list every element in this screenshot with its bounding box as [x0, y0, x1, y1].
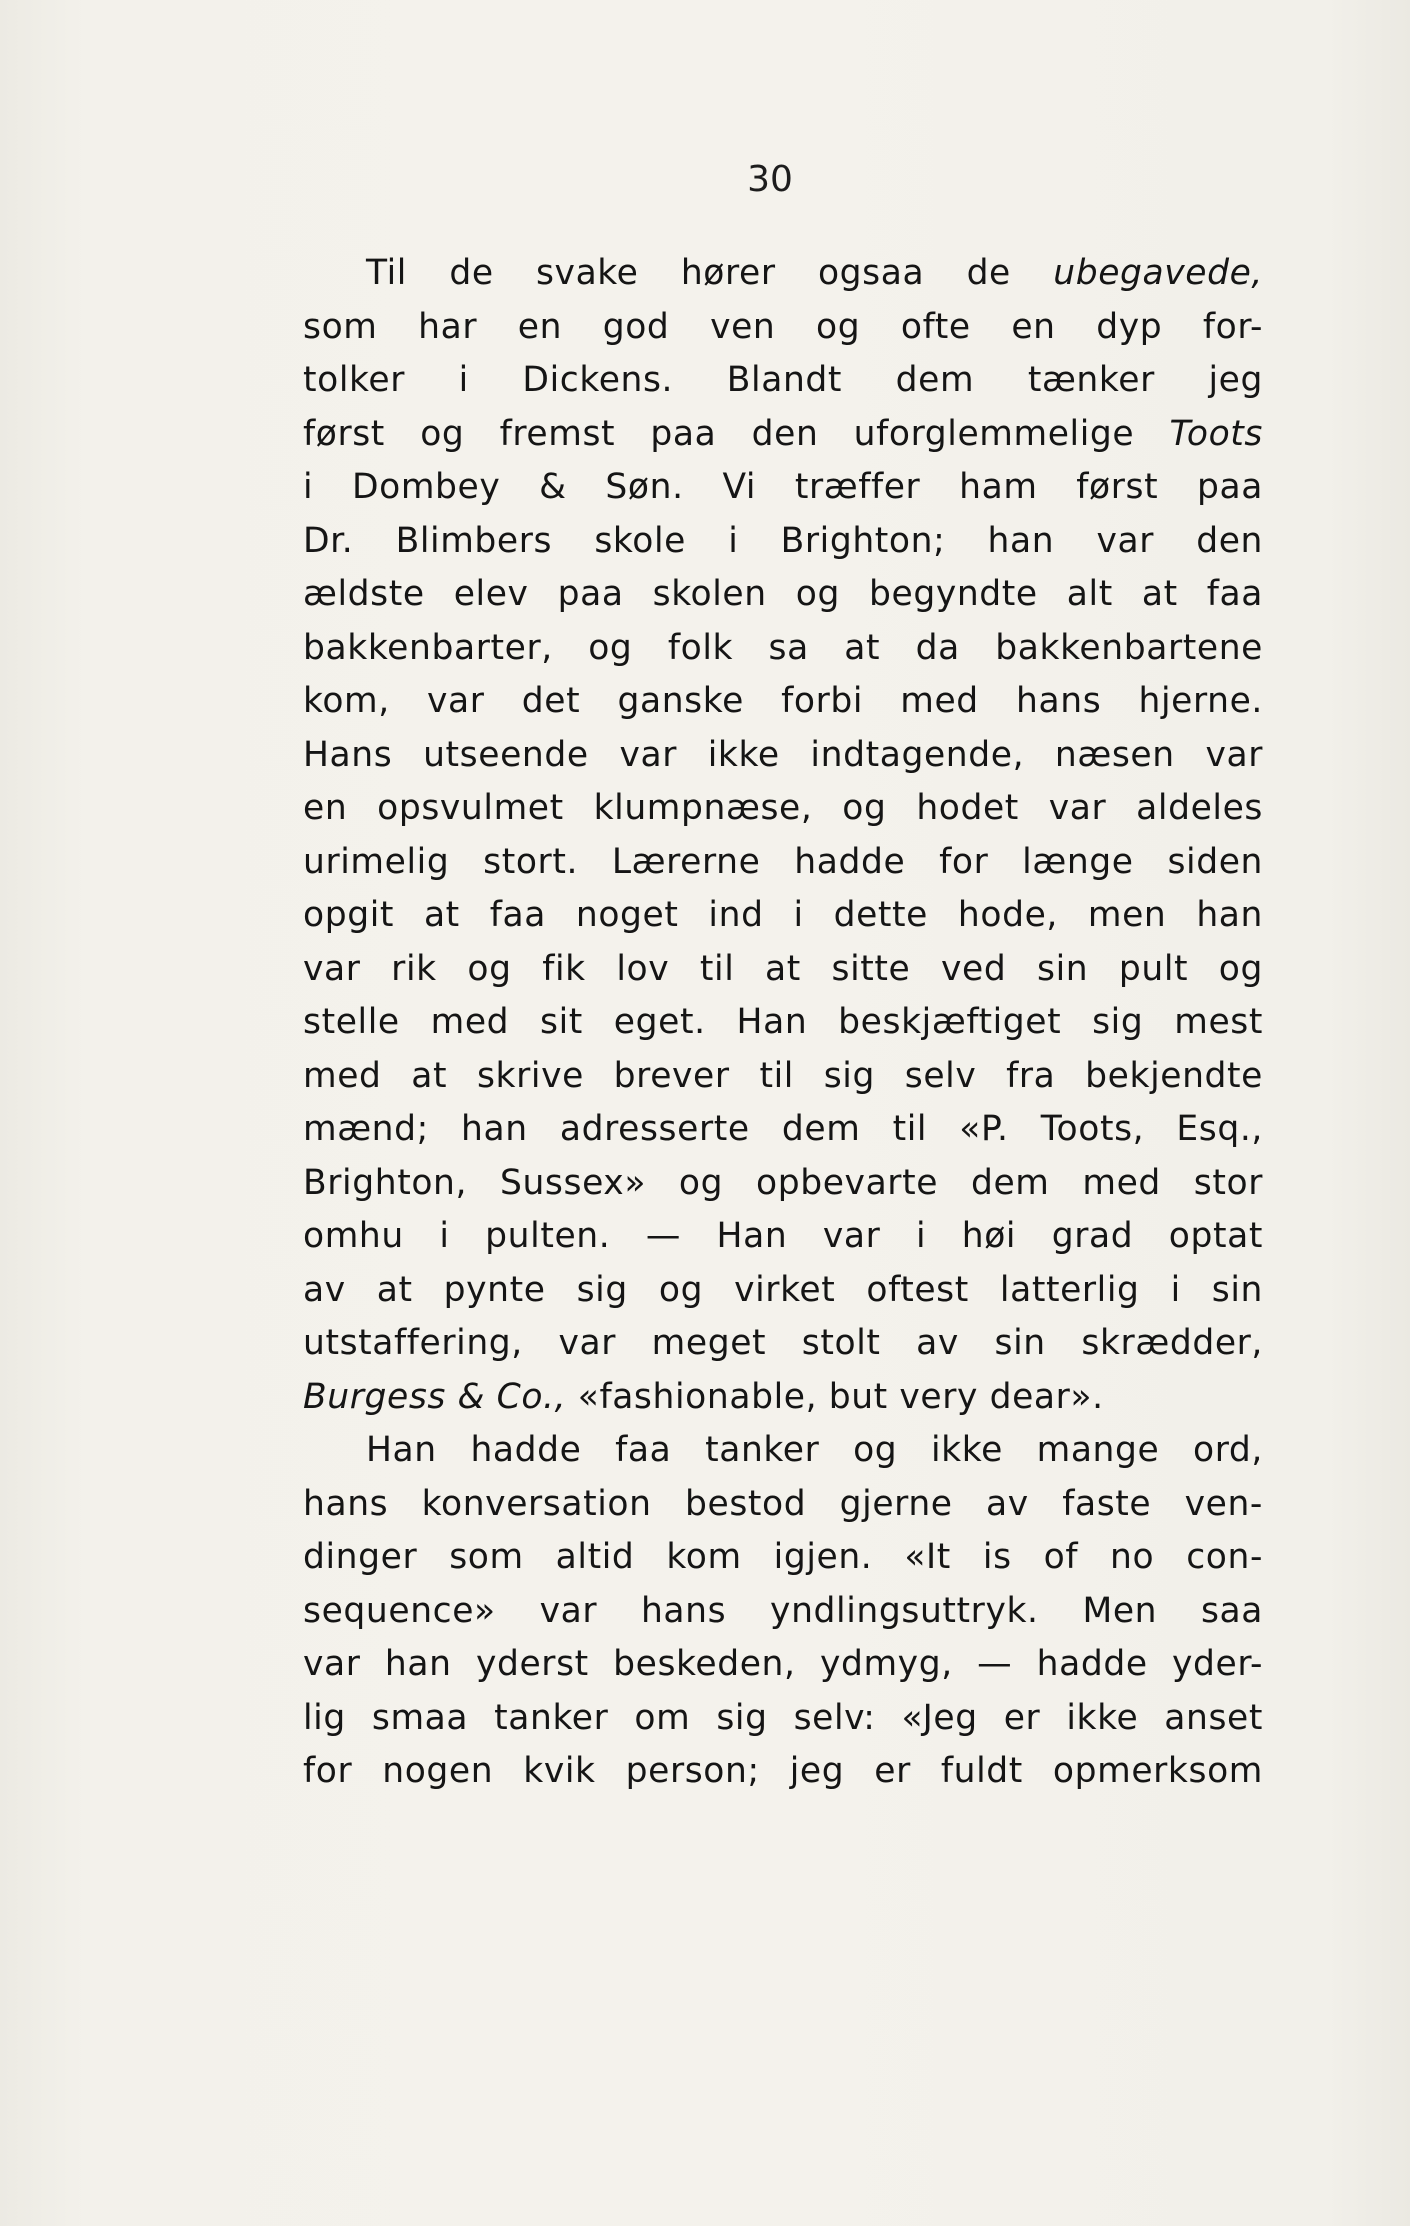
text-segment: Hans utseende var ikke indtagende, næsen var: [303, 734, 1263, 775]
text-line: [303, 247, 1263, 301]
text-segment: en opsvulmet klumpnæse, og hodet var aldeles: [303, 788, 1263, 828]
italic-text: Toots: [1169, 413, 1263, 454]
text-segment: kom, var det ganske forbi med hans hjerne.: [303, 681, 1263, 721]
text-line: [303, 408, 1263, 462]
text-segment: var han yderst beskeden, ydmyg, — hadde yder-: [303, 1644, 1263, 1684]
text-segment: Han hadde faa tanker og ikke mange ord,: [366, 1430, 1263, 1470]
text-line: [303, 1638, 1263, 1692]
text-line: [303, 1692, 1263, 1746]
italic-text: Burgess & Co.,: [303, 1376, 567, 1417]
text-line: [303, 1745, 1263, 1799]
page-number: 30: [747, 159, 793, 200]
text-segment: dinger som altid kom igjen. «It is of no con-: [303, 1537, 1263, 1577]
text-line: [303, 1424, 1263, 1478]
text-segment: mænd; han adresserte dem til «P. Toots, Esq.,: [303, 1109, 1263, 1149]
text-segment: Dr. Blimbers skole i Brighton; han var den: [303, 520, 1263, 561]
text-line: [303, 354, 1263, 408]
text-line: [303, 729, 1263, 783]
text-line: [303, 461, 1263, 515]
text-segment: Til de svake hører ogsaa de: [366, 253, 1054, 293]
text-segment: i Dombey & Søn. Vi træffer ham først paa: [303, 467, 1263, 507]
text-segment: hans konversation bestod gjerne av faste ven-: [303, 1483, 1263, 1524]
text-line: [303, 1317, 1263, 1371]
text-segment: først og fremst paa den uforglemmelige: [303, 413, 1170, 454]
text-segment: sequence» var hans yndlingsuttryk. Men saa: [303, 1590, 1263, 1631]
text-line: [303, 1264, 1263, 1318]
text-line: [303, 1103, 1263, 1157]
text-segment: lig smaa tanker om sig selv: «Jeg er ikke anset: [303, 1697, 1263, 1738]
italic-text: ubegavede,: [1053, 253, 1263, 293]
text-line: [303, 782, 1263, 836]
text-line: [303, 1157, 1263, 1211]
text-segment: opgit at faa noget ind i dette hode, men han: [303, 895, 1263, 935]
text-segment: stelle med sit eget. Han beskjæftiget sig mest: [303, 1002, 1263, 1042]
text-line: [303, 836, 1263, 890]
text-segment: Brighton, Sussex» og opbevarte dem med stor: [303, 1162, 1263, 1203]
text-segment: med at skrive brever til sig selv fra bekjendte: [303, 1055, 1263, 1096]
text-line: [303, 301, 1263, 355]
text-segment: utstaffering, var meget stolt av sin skrædder,: [303, 1323, 1263, 1363]
text-segment: urimelig stort. Lærerne hadde for længe siden: [303, 841, 1263, 882]
text-line: [303, 568, 1263, 622]
text-segment: bakkenbarter, og folk sa at da bakkenbartene: [303, 627, 1263, 668]
text-line: [303, 889, 1263, 943]
body-text: [303, 247, 1263, 1799]
text-segment: tolker i Dickens. Blandt dem tænker jeg: [303, 360, 1263, 400]
text-segment: som har en god ven og ofte en dyp for-: [303, 306, 1263, 347]
text-segment: ældste elev paa skolen og begyndte alt at faa: [303, 574, 1263, 614]
text-line: [303, 1531, 1263, 1585]
text-line: [303, 996, 1263, 1050]
text-line: [303, 1478, 1263, 1532]
text-segment: av at pynte sig og virket oftest latterlig i sin: [303, 1269, 1263, 1310]
text-line: [303, 1210, 1263, 1264]
text-segment: for nogen kvik person; jeg er fuldt opmerksom: [303, 1751, 1263, 1791]
text-segment: omhu i pulten. — Han var i høi grad optat: [303, 1216, 1263, 1256]
text-line: [303, 1585, 1263, 1639]
text-line: [303, 675, 1263, 729]
text-line: [303, 1050, 1263, 1104]
text-line: [303, 622, 1263, 676]
text-segment: «fashionable, but very dear».: [566, 1376, 1104, 1417]
text-line: [303, 1371, 1263, 1425]
text-line: [303, 515, 1263, 569]
text-segment: var rik og fik lov til at sitte ved sin pult og: [303, 948, 1263, 989]
text-line: [303, 943, 1263, 997]
